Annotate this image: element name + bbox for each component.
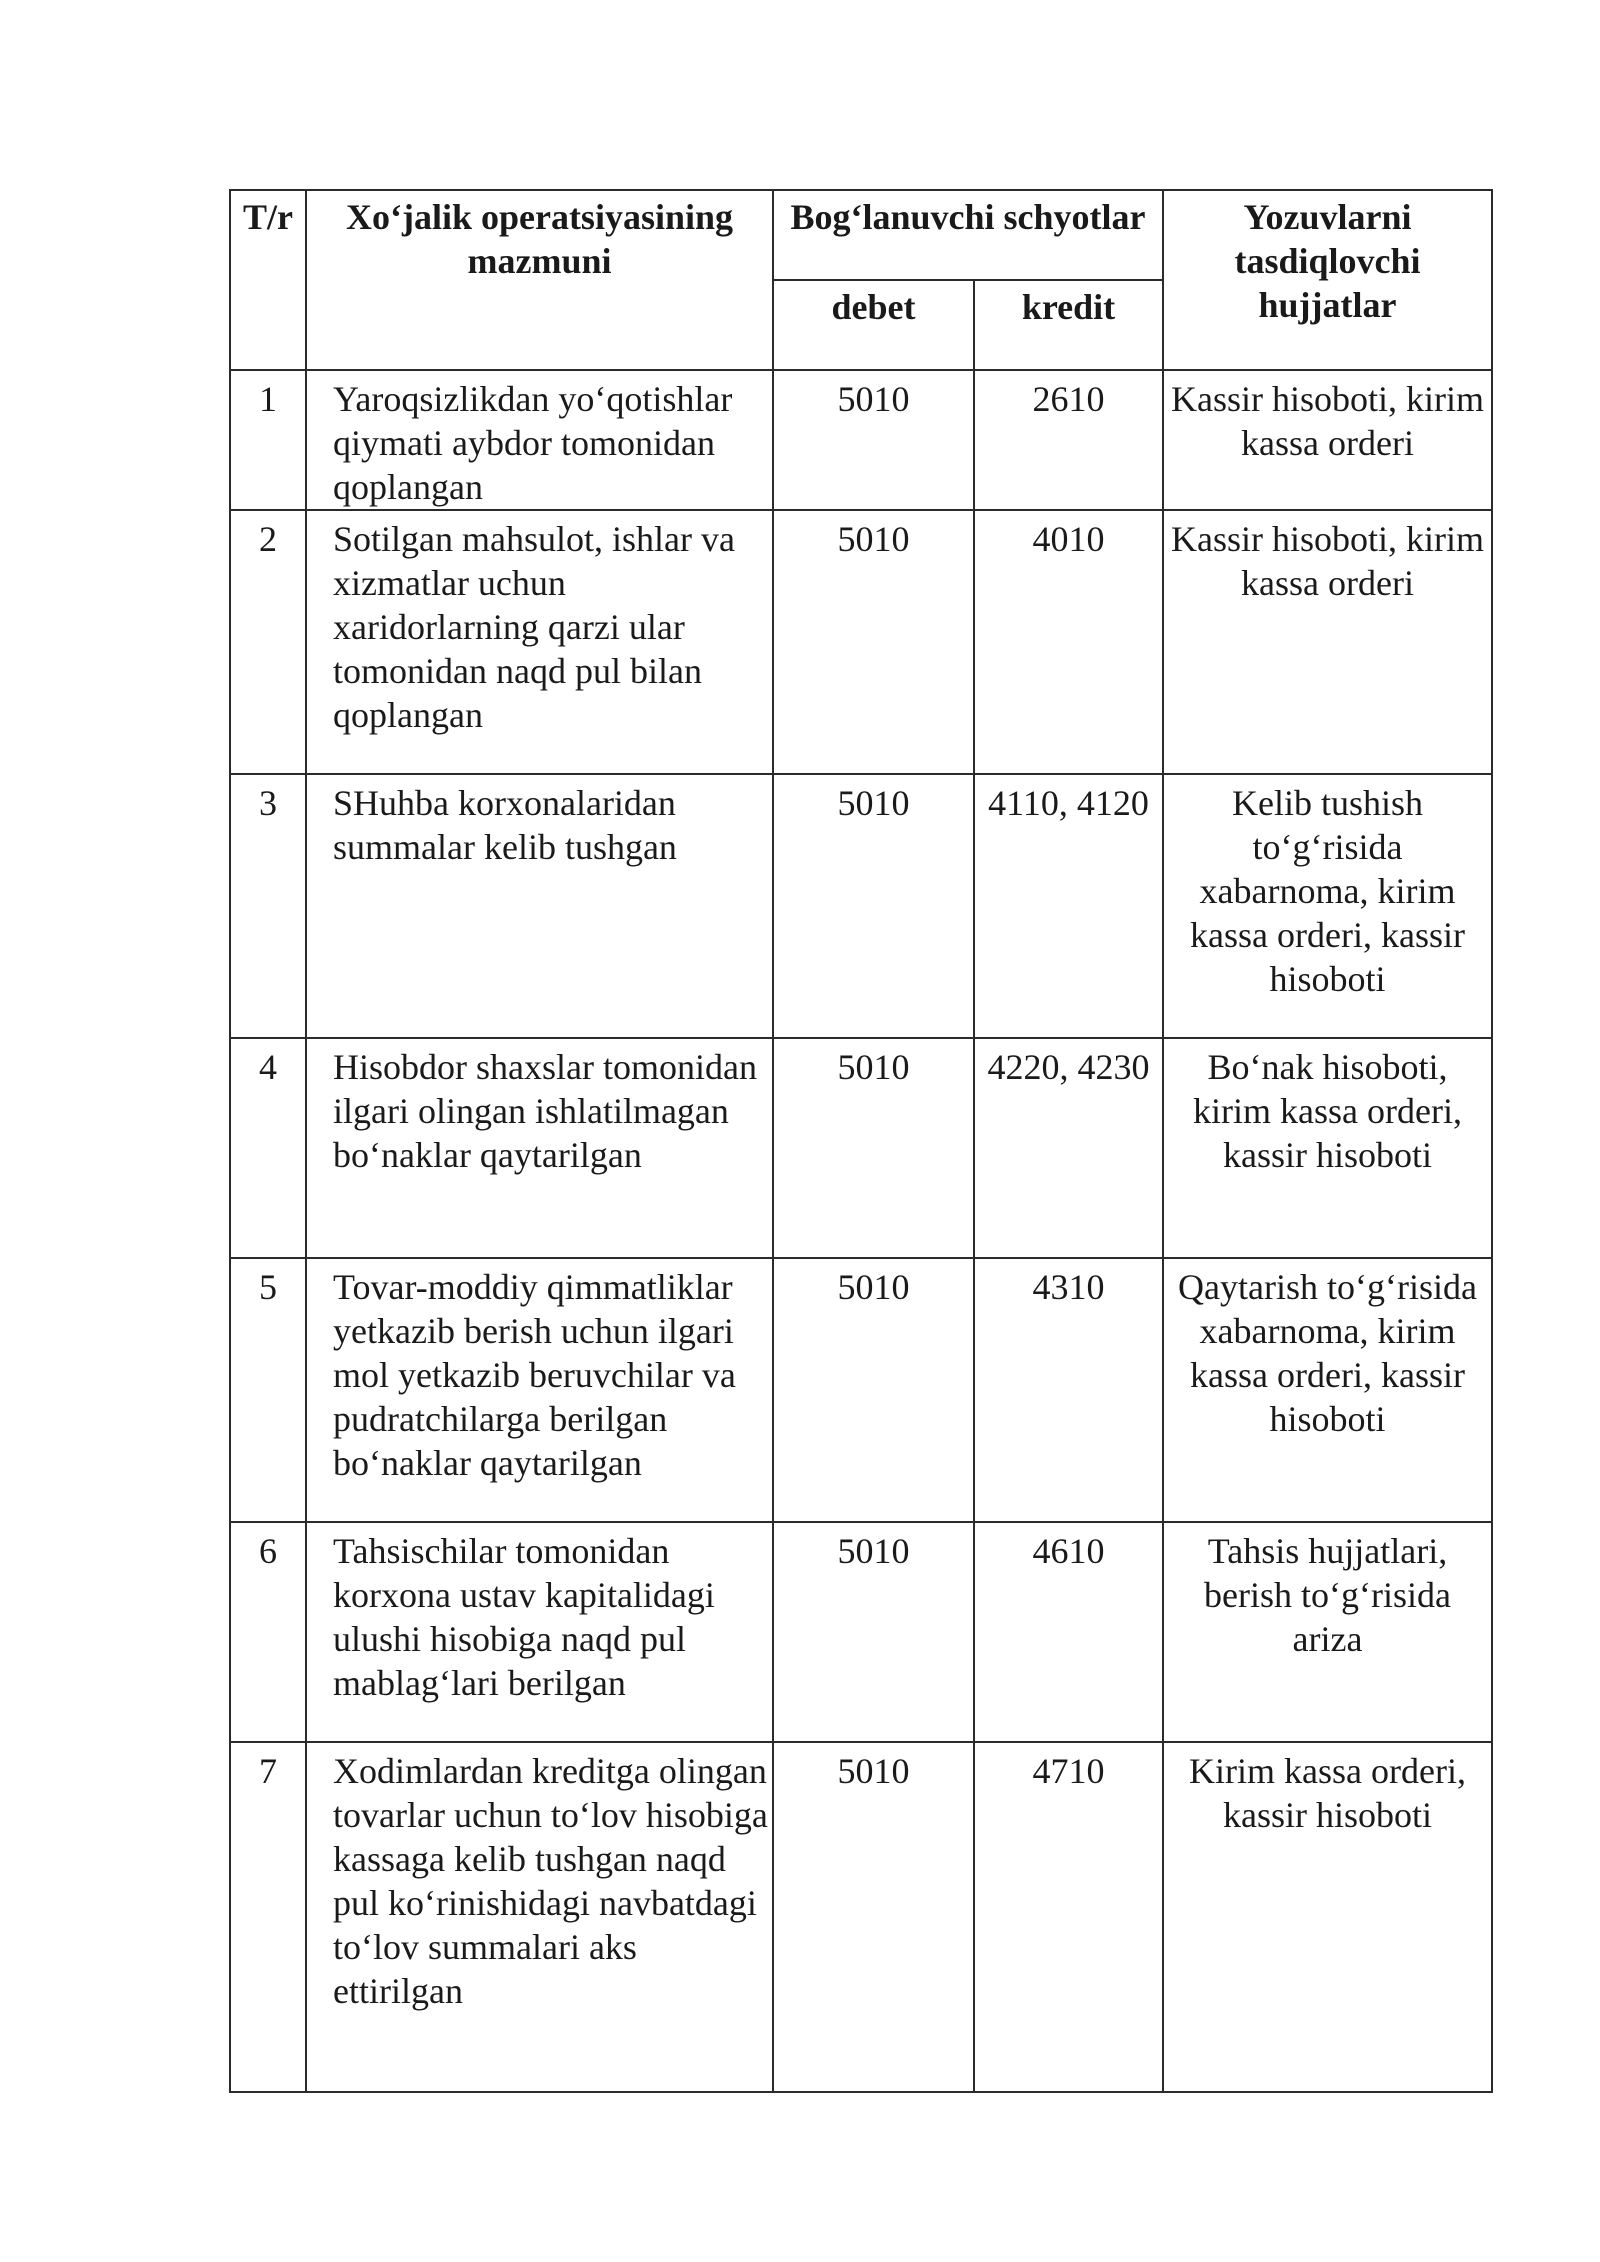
row-debit: 5010 <box>773 1522 974 1742</box>
table-row <box>230 1522 1492 1742</box>
row-debit: 5010 <box>773 1258 974 1522</box>
row-num: 5 <box>230 1258 306 1522</box>
row-credit: 4610 <box>974 1522 1163 1742</box>
row-documents: Kassir hisoboti, kirim kassa orderi <box>1163 510 1492 774</box>
header-credit: kredit <box>974 280 1163 370</box>
row-num: 6 <box>230 1522 306 1742</box>
row-debit: 5010 <box>773 370 974 510</box>
row-documents: Kelib tushish to‘g‘risida xabarnoma, kirim kassa orderi, kassir hisoboti <box>1163 774 1492 1038</box>
row-debit: 5010 <box>773 510 974 774</box>
row-description: Yaroqsizlikdan yo‘qotishlar qiymati aybdor tomonidan qoplangan <box>306 370 773 510</box>
row-debit: 5010 <box>773 774 974 1038</box>
row-credit: 4710 <box>974 1742 1163 2092</box>
row-description: Tovar-moddiy qimmatliklar yetkazib berish uchun ilgari mol yetkazib beruvchilar va pudratchilarga berilgan bo‘naklar qaytarilgan <box>306 1258 773 1522</box>
row-documents: Tahsis hujjatlari, berish to‘g‘risida ariza <box>1163 1522 1492 1742</box>
table-row <box>230 510 1492 774</box>
header-description: Xo‘jalik operatsiyasining mazmuni <box>306 190 773 370</box>
row-credit: 4010 <box>974 510 1163 774</box>
row-num: 1 <box>230 370 306 510</box>
operations-table <box>229 189 1493 2093</box>
header-documents: Yozuvlarni tasdiqlovchi hujjatlar <box>1163 190 1492 370</box>
row-num: 7 <box>230 1742 306 2092</box>
table-row <box>230 1038 1492 1258</box>
row-num: 3 <box>230 774 306 1038</box>
header-debit: debet <box>773 280 974 370</box>
row-documents: Kirim kassa orderi, kassir hisoboti <box>1163 1742 1492 2092</box>
row-debit: 5010 <box>773 1038 974 1258</box>
header-accounts: Bog‘lanuvchi schyotlar <box>773 190 1163 280</box>
row-credit: 4110, 4120 <box>974 774 1163 1038</box>
row-debit: 5010 <box>773 1742 974 2092</box>
row-description: Xodimlardan kreditga olingan tovarlar uchun to‘lov hisobiga kassaga kelib tushgan naqd pul ko‘rinishidagi navbatdagi to‘lov summalari aks ettirilgan <box>306 1742 773 2092</box>
row-documents: Bo‘nak hisoboti, kirim kassa orderi, kassir hisoboti <box>1163 1038 1492 1258</box>
header-num: T/r <box>230 190 306 370</box>
row-description: SHuhba korxonalaridan summalar kelib tushgan <box>306 774 773 1038</box>
row-num: 2 <box>230 510 306 774</box>
row-description: Hisobdor shaxslar tomonidan ilgari olingan ishlatilmagan bo‘naklar qaytarilgan <box>306 1038 773 1258</box>
row-documents: Kassir hisoboti, kirim kassa orderi <box>1163 370 1492 510</box>
table-row <box>230 370 1492 510</box>
row-description: Tahsischilar tomonidan korxona ustav kapitalidagi ulushi hisobiga naqd pul mablag‘lari berilgan <box>306 1522 773 1742</box>
table-row <box>230 774 1492 1038</box>
row-credit: 4220, 4230 <box>974 1038 1163 1258</box>
table-row <box>230 1742 1492 2092</box>
row-credit: 2610 <box>974 370 1163 510</box>
row-description: Sotilgan mahsulot, ishlar va xizmatlar uchun xaridorlarning qarzi ular tomonidan naqd pul bilan qoplangan <box>306 510 773 774</box>
row-num: 4 <box>230 1038 306 1258</box>
row-credit: 4310 <box>974 1258 1163 1522</box>
row-documents: Qaytarish to‘g‘risida xabarnoma, kirim kassa orderi, kassir hisoboti <box>1163 1258 1492 1522</box>
table-row <box>230 1258 1492 1522</box>
